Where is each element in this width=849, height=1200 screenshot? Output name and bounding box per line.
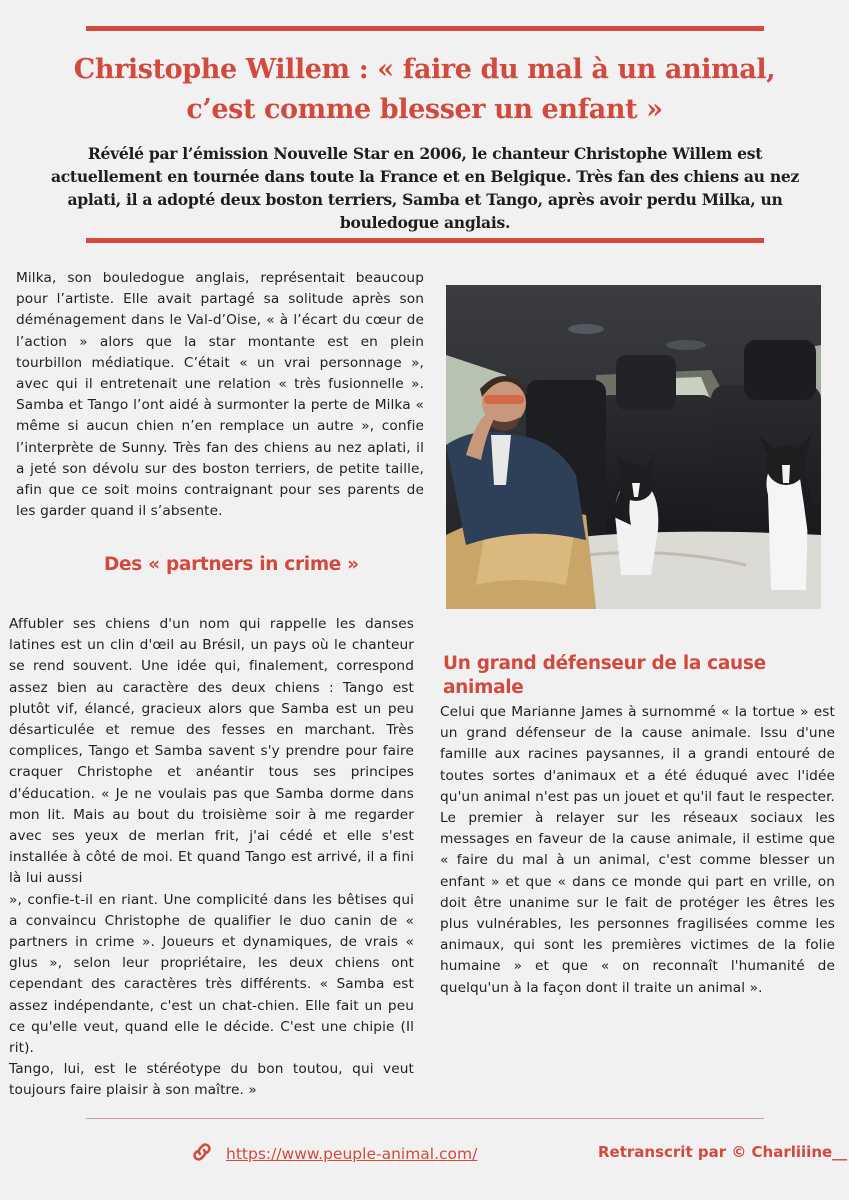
header-bottom-rule (86, 238, 764, 243)
section-heading-partners: Des « partners in crime » (104, 554, 359, 575)
section-partners-text (9, 614, 414, 1102)
section-partners-paragraph: Tango, lui, est le stéréotype du bon toutou, qui veut toujours faire plaisir à son maître. » (9, 1061, 414, 1099)
section-partners-paragraph: Affubler ses chiens d'un nom qui rappelle les danses latines est un clin d'œil au Brésil, un pays où le chanteur se rend souvent. Une idée qui, finalement, correspond assez bien au caractère des deux chiens : Tango est plutôt vif, élancé, gracieux alors que Samba est un peu désarticulée et remue des fesses en marchant. Très complices, Tango et Samba savent s'y prendre pour faire craquer Christophe et anéantir tous ses principes d'éducation. « Je ne voulais pas que Samba dorme dans mon lit. Mais au bout du troisième soir à me regarder avec ses yeux de merlan frit, j'ai cédé et elle s'est installée à côté de moi. Et quand Tango est arrivé, il a fini là lui aussi (9, 616, 414, 887)
footer-link[interactable] (190, 1140, 477, 1168)
article-lead: Révélé par l’émission Nouvelle Star en 2006, le chanteur Christophe Willem est actuellement en tournée dans toute la France et en Belgique. Très fan des chiens au nez aplati, il a adopté deux boston terriers, Samba et Tango, après avoir perdu Milka, un bouledogue anglais. (50, 144, 800, 232)
top-rule (86, 26, 764, 31)
article-photo (446, 285, 821, 609)
article-title: Christophe Willem : « faire du mal à un animal, c’est comme blesser un enfant » (73, 54, 776, 125)
section-heading-defenseur: Un grand défenseur de la cause animale (443, 653, 766, 698)
section-partners-paragraph: », confie-t-il en riant. Une complicité dans les bêtises qui a convaincu Christophe de qualifier le duo canin de « partners in crime ». Joueurs et dynamiques, de vrais « glus », selon leur propriétaire, les deux chiens ont cependant des caractères très différents. « Samba est assez indépendante, c'est un chat-chien. Elle fait un peu ce qu'elle veut, quand elle le décide. C'est une chipie (Il rit). (9, 891, 414, 1057)
footer-rule (86, 1118, 764, 1119)
section-defenseur-paragraph: Celui que Marianne James à surnommé « la tortue » est un grand défenseur de la cause animale. Issu d'une famille aux racines paysannes, il a grandi entouré de toutes sortes d'animaux et a été éduqué avec l'idée qu'un animal n'est pas un jouet et qu'il faut le respecter. Le premier à relayer sur les réseaux sociaux les messages en faveur de la cause animale, il estime que « faire du mal à un animal, c'est comme blesser un enfant » et que « dans ce monde qui part en vrille, on doit être unanime sur le fait de protéger les êtres les plus vulnérables, les personnes fragilisées comme les animaux, qui sont les premières victimes de la folie humaine » et que « on reconnaît l'humanité de quelqu'un à la façon dont il traite un animal ». (440, 704, 835, 996)
intro-paragraph: Milka, son bouledogue anglais, représentait beaucoup pour l’artiste. Elle avait partagé sa solitude après son déménagement dans le Val-d’Oise, « à l’écart du cœur de l’action » alors que la star montante est en plein tourbillon médiatique. C’était « un vrai personnage », avec qui il entretenait une relation « très fusionnelle ». Samba et Tango l’ont aidé à surmonter la perte de Milka « même si aucun chien n’en remplace un autre », confie l’interprète de Sunny. Très fan des chiens au nez aplati, il a jeté son dévolu sur des boston terriers, de petite taille, afin que ce soit moins contraignant pour ses parents de les garder quand il s’absente. (16, 270, 424, 520)
link-icon (190, 1140, 214, 1168)
source-url-link[interactable]: https://www.peuple-animal.com/ (226, 1145, 478, 1163)
transcription-credit: Retranscrit par © Charliiine__ (598, 1143, 848, 1161)
